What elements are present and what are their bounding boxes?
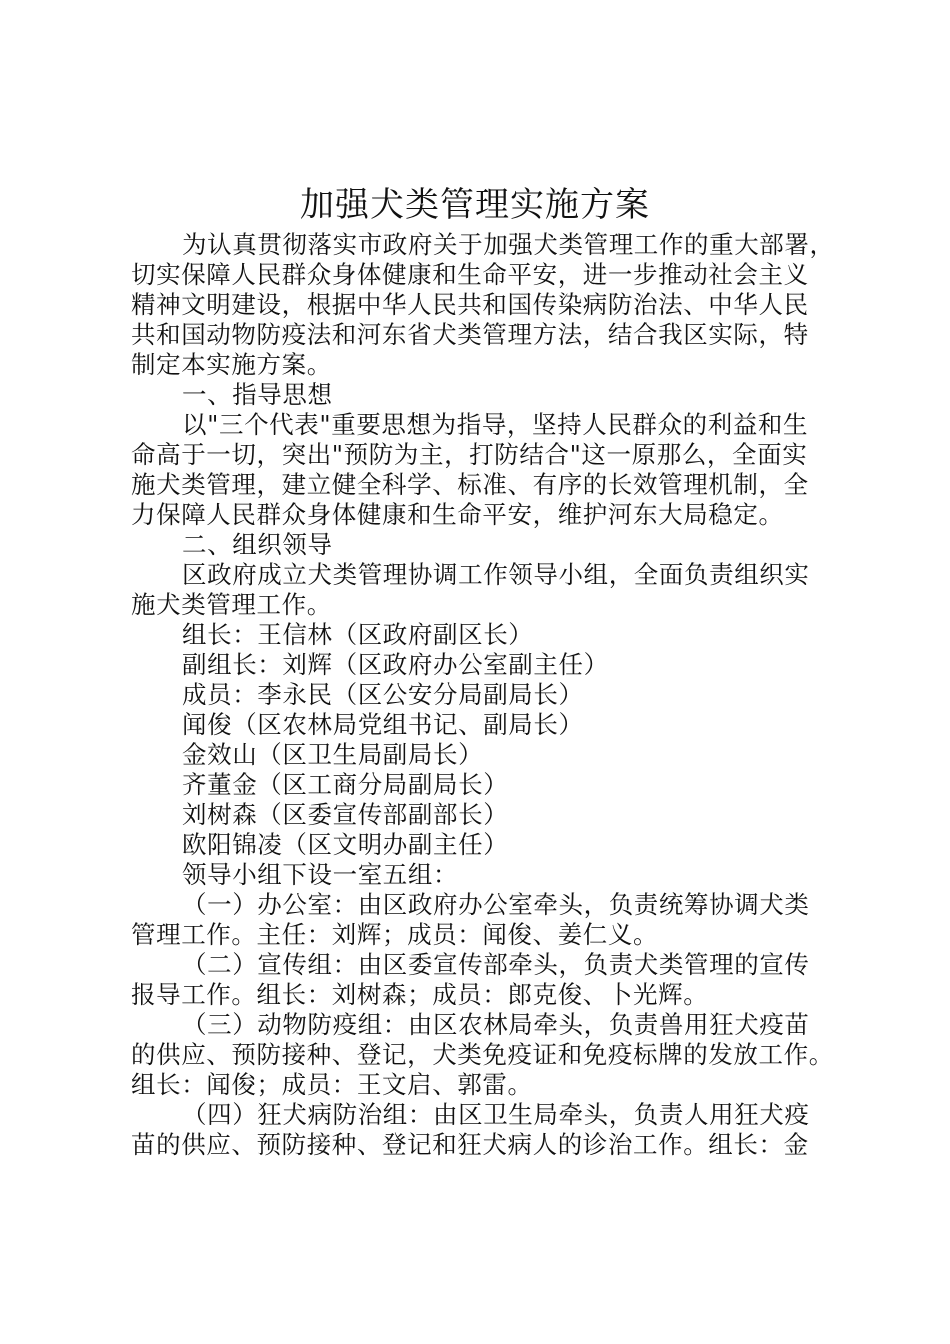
text-line: 闻俊（区农林局党组书记、副局长） [182,710,584,739]
text-line: 苗的供应、预防接种、登记和狂犬病人的诊治工作。组长：金 [131,1130,809,1159]
document-title: 加强犬类管理实施方案 [300,185,650,225]
text-line: 区政府成立犬类管理协调工作领导小组，全面负责组织实 [182,560,810,589]
text-line: （四）狂犬病防治组：由区卫生局牵头，负责人用狂犬疫 [182,1100,810,1129]
text-line: 齐董金（区工商分局副局长） [182,770,509,799]
text-line: 施犬类管理工作。 [131,590,332,619]
text-line: 共和国动物防疫法和河东省犬类管理方法，结合我区实际，特 [131,320,809,349]
text-line: 成员：李永民（区公安分局副局长） [182,680,584,709]
text-line: 欧阳锦凌（区文明办副主任） [182,830,509,859]
text-line: （三）动物防疫组：由区农林局牵头，负责兽用狂犬疫苗 [182,1010,810,1039]
text-line: 以"三个代表"重要思想为指导，坚持人民群众的利益和生 [182,410,809,439]
document-body [131,230,835,1160]
text-line: 组长：闻俊；成员：王文启、郭雷。 [131,1070,533,1099]
text-line: 副组长：刘辉（区政府办公室副主任） [182,650,609,679]
text-line: （一）办公室：由区政府办公室牵头，负责统筹协调犬类 [182,890,810,919]
text-line: 一、指导思想 [182,380,333,409]
text-line: （二）宣传组：由区委宣传部牵头，负责犬类管理的宣传 [182,950,810,979]
text-line: 组长：王信林（区政府副区长） [182,620,534,649]
text-line: 为认真贯彻落实市政府关于加强犬类管理工作的重大部署， [182,230,835,259]
text-line: 精神文明建设，根据中华人民共和国传染病防治法、中华人民 [131,290,809,319]
text-line: 切实保障人民群众身体健康和生命平安，进一步推动社会主义 [131,260,809,289]
text-line: 命高于一切，突出"预防为主，打防结合"这一原那么，全面实 [131,440,808,469]
text-line: 刘树森（区委宣传部副部长） [182,800,509,829]
text-line: 施犬类管理，建立健全科学、标准、有序的长效管理机制，全 [131,470,809,499]
text-line: 的供应、预防接种、登记，犬类免疫证和免疫标牌的发放工作。 [131,1040,834,1069]
text-line: 领导小组下设一室五组： [182,860,459,889]
text-line: 力保障人民群众身体健康和生命平安，维护河东大局稳定。 [131,500,784,529]
text-line: 报导工作。组长：刘树森；成员：郎克俊、卜光辉。 [131,980,709,1009]
text-line: 制定本实施方案。 [131,350,332,379]
text-line: 管理工作。主任：刘辉；成员：闻俊、姜仁义。 [131,920,659,949]
text-line: 二、组织领导 [182,530,333,559]
text-line: 金效山（区卫生局副局长） [182,740,484,769]
